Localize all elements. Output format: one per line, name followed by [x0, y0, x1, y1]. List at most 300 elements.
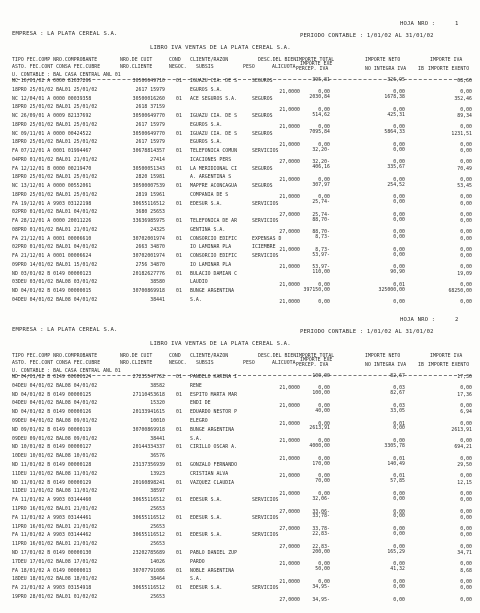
row-cliente: TELEFONICA COMUN [190, 149, 238, 154]
row-importe-neto: 325000,00 [378, 287, 405, 293]
row-no-integra-iva: 0,00 [393, 247, 405, 253]
row-importe-exento: 0,00 [460, 597, 472, 603]
row-cliente: IGUAZU CIA. DE S [190, 131, 238, 137]
row-cond: 01 [176, 533, 182, 539]
column-header: IMPORTE IVA [430, 58, 463, 63]
row-alicuota: 21,0000 [279, 403, 300, 409]
row-descripcion: SEGUROS [252, 114, 273, 119]
row-importe-total: 88,70- [312, 217, 330, 223]
row-importe-exento: 0,00 [460, 90, 472, 96]
row-comprobante: ND 04/01/02 B 0149 00000125 [12, 392, 92, 398]
row-importe-total: 514,62 [312, 112, 330, 118]
row-cond: 01 [176, 568, 182, 574]
row-importe-exe: 0,00 [318, 90, 330, 96]
row-comprobante: 03DEU 03/01/02 BAL08 03/01/02 [12, 280, 98, 286]
row-importe-iva: 0,00 [460, 201, 472, 207]
row-cuit: 27414 [150, 157, 165, 163]
row-cliente: EGUROS S.A. [190, 140, 223, 146]
row-cuit: 30655116512 [132, 533, 165, 539]
hoja-number: 1 [455, 21, 459, 27]
row-importe-exe: 0,00 [318, 195, 330, 201]
row-cond: 01 [176, 410, 182, 416]
row-importe-exe: 33,78- [312, 527, 330, 533]
column-subheader: PERCEP. IVA [296, 67, 329, 72]
row-alicuota: 21,0000 [279, 579, 300, 585]
row-importe-exe: 34,95- [312, 597, 330, 603]
row-cuit: 30500016260 [132, 96, 165, 102]
row-alicuota: 21,0000 [279, 177, 300, 183]
row-cliente: COMPANIA DE S [190, 192, 229, 198]
row-cliente: RENE [190, 383, 202, 389]
row-importe-exento: 0,00 [460, 177, 472, 183]
row-importe-exento: 0,00 [460, 527, 472, 533]
row-no-integra-iva: 0,00 [393, 300, 405, 306]
column-header: DESC.DEL BIEN [258, 58, 297, 63]
row-cond: 01 [176, 114, 182, 119]
row-importe-exento: 0,00 [460, 107, 472, 113]
row-cond: 01 [176, 201, 182, 207]
row-importe-exe: 0,00 [318, 282, 330, 288]
row-cond: 01 [176, 498, 182, 504]
row-importe-exento: 0,00 [460, 562, 472, 568]
row-cuit: 25653 [150, 542, 165, 548]
row-importe-exe: 22,83- [312, 544, 330, 550]
row-alicuota: 27,0000 [279, 212, 300, 218]
row-importe-exento: 0,00 [460, 509, 472, 515]
row-importe-total: 33,78- [312, 514, 330, 520]
row-importe-exento: 0,00 [460, 474, 472, 480]
column-subheader: PESO [243, 361, 255, 366]
row-comprobante: ND 11/01/02 B 0149 00000128 [12, 463, 92, 468]
row-alicuota: 27,0000 [279, 160, 300, 166]
row-cliente: EGUROS S.A. [190, 87, 223, 93]
row-comprobante: 11PRO 16/01/02 BAL01 21/01/02 [12, 507, 98, 512]
row-importe-exe: 33,06- [312, 509, 330, 515]
row-importe-total: 53,97- [312, 252, 330, 258]
row-comprobante: FA 21/01/02 A 9903 03154918 [12, 586, 92, 592]
row-no-integra-iva: 0,00 [393, 562, 405, 568]
row-cliente: TELEFONICA DE AR [190, 219, 238, 224]
hoja-label: HOJA NRO : [400, 21, 436, 27]
unidad-contable: U. CONTABLE : BAL CASA CENTRAL ANL 01 [12, 369, 121, 374]
column-header: COND [169, 58, 181, 63]
row-comprobante: ND 09/01/02 B 0149 00000119 [12, 427, 92, 433]
row-comprobante: 02PRO 01/01/02 BAL01 04/01/02 [12, 210, 98, 216]
row-importe-iva: 0,00 [460, 498, 472, 504]
row-comprobante: FA 11/01/02 A 9903 03144460 [12, 498, 92, 504]
row-cond: 01 [176, 375, 182, 380]
row-cuit: 30655116512 [132, 498, 165, 504]
row-importe-exento: 0,00 [460, 579, 472, 585]
row-comprobante: 17DEU 17/01/02 BAL08 17/01/02 [12, 559, 98, 565]
row-cond: 01 [176, 79, 182, 84]
row-importe-exe: 8,73- [315, 247, 330, 253]
row-importe-exe: 32,20- [312, 160, 330, 166]
row-cuit: 30707791086 [132, 568, 165, 574]
row-no-integra-iva: 0,00 [393, 579, 405, 585]
row-cuit: 2618 37159 [135, 105, 165, 111]
column-subheader: NRO.CLIENTE [120, 361, 153, 366]
row-descripcion: SERVICIOS [252, 515, 279, 521]
row-cuit: 25653 [150, 524, 165, 530]
row-descripcion: ICIEMBRE [252, 245, 276, 251]
column-header: IMPORTE NETO [365, 58, 401, 63]
row-no-integra-iva: 0,00 [393, 491, 405, 497]
row-importe-neto: 3305,78 [384, 443, 405, 449]
row-importe-exento: 0,00 [460, 142, 472, 148]
row-descripcion: SERVICIOS [252, 586, 279, 592]
row-importe-total: 170,00 [312, 461, 330, 467]
row-importe-iva: 8,68 [460, 568, 472, 574]
row-cuit: 14026 [150, 559, 165, 565]
row-cuit: 30700869918 [132, 427, 165, 433]
row-no-integra-iva: 0,03 [393, 403, 405, 409]
row-comprobante: FA 18/01/02 A 0149 00000013 [12, 568, 92, 574]
row-cliente: IGUAZU CIA. DE S [190, 114, 238, 119]
row-importe-iva: 0,00 [460, 254, 472, 259]
row-cuit: 38580 [150, 280, 165, 286]
row-cliente: EDESUR S.A. [190, 515, 223, 521]
row-importe-total: 7095,84 [309, 130, 330, 135]
row-alicuota: 21,0000 [279, 247, 300, 253]
row-cliente: EGUROS S.A. [190, 122, 223, 128]
row-importe-total: 2030,84 [309, 95, 330, 100]
row-descripcion: SERVICIOS [252, 533, 279, 539]
row-comprobante: ND 03/01/02 B 0149 00000123 [12, 271, 92, 277]
row-cuit: 2663 34870 [135, 245, 165, 251]
row-importe-exento: 0,00 [460, 265, 472, 271]
row-alicuota: 21,0000 [279, 195, 300, 201]
row-cliente: GENTINA S.A. [190, 227, 226, 233]
row-cliente: S.A. [190, 577, 202, 583]
row-alicuota: 21,0000 [279, 456, 300, 462]
column-header: NRO.DE CUIT [120, 354, 153, 359]
row-importe-neto: 335,67 [387, 165, 405, 170]
row-importe-total: 397150,00 [303, 287, 330, 293]
row-cliente: EDESUR S.A. [190, 201, 223, 207]
row-cuit: 20182627776 [132, 271, 165, 277]
row-importe-exe: 0,00 [318, 386, 330, 392]
row-cliente: A. ARGENTINA S [190, 175, 232, 181]
row-alicuota: 27,0000 [279, 509, 300, 515]
row-comprobante: 04DEU 04/01/02 BAL08 04/01/02 [12, 297, 98, 303]
empresa-label: EMPRESA : LA PLATA CEREAL S.A. [12, 31, 118, 37]
row-cliente: ICACIONES PERS [190, 157, 232, 163]
row-comprobante: 18PRO 25/01/02 BAL01 25/01/02 [12, 192, 98, 198]
row-importe-neto: 0,00 [393, 235, 405, 240]
row-importe-total: 34,95- [312, 584, 330, 590]
row-importe-total: 2613,91 [309, 426, 330, 432]
row-comprobante: NC 26/09/01 A 0009 82137692 [12, 114, 92, 119]
row-importe-exe: 0,00 [318, 403, 330, 409]
row-comprobante: FA 28/12/01 A 0000 20011226 [12, 219, 92, 224]
row-alicuota: 21,0000 [279, 125, 300, 131]
row-descripcion: SEGUROS [252, 184, 273, 189]
row-importe-iva: 2613,91 [451, 427, 472, 433]
row-importe-iva: 0,00 [460, 533, 472, 539]
row-alicuota: 21,0000 [279, 421, 300, 427]
row-comprobante: 18PRO 25/01/02 BAL01 25/01/02 [12, 122, 98, 128]
hoja-label: HOJA NRO : [400, 317, 436, 323]
row-comprobante: NC 12/04/01 A 0000 00039358 [12, 96, 92, 102]
column-subheader: ALICUOTA [272, 361, 296, 366]
row-no-integra-iva: 0,00 [393, 107, 405, 113]
row-alicuota: 21,0000 [279, 474, 300, 480]
row-importe-iva: 352,46 [454, 96, 472, 102]
row-importe-neto: 165,29 [387, 549, 405, 555]
row-alicuota: 21,0000 [279, 439, 300, 445]
row-importe-iva: 34,71 [457, 551, 472, 556]
row-cliente: PABLO DANIEL ZUP [190, 551, 238, 556]
row-cuit: 33636985975 [132, 219, 165, 224]
row-importe-total: 8,73- [315, 235, 330, 240]
row-no-integra-iva: 0,00 [393, 265, 405, 271]
row-importe-iva: 89,34 [457, 114, 472, 119]
row-cond: 01 [176, 586, 182, 592]
row-cuit: 23202785689 [132, 551, 165, 556]
row-no-integra-iva: 0,03 [393, 386, 405, 392]
row-descripcion: SEGUROS [252, 96, 273, 102]
column-header: NRO.DE CUIT [120, 58, 153, 63]
row-descripcion: SEGUROS [252, 166, 273, 172]
row-importe-neto: 57,85 [390, 479, 405, 485]
column-subheader: IB [418, 67, 424, 72]
row-importe-exe: 0,00 [318, 474, 330, 480]
row-comprobante: FA 21/12/01 A 0001 00006610 [12, 236, 92, 242]
row-importe-total: 32,20- [312, 147, 330, 153]
row-importe-neto: 425,31 [387, 112, 405, 118]
row-descripcion: SERVICIOS [252, 219, 279, 224]
row-no-integra-iva: 0,00 [393, 544, 405, 550]
row-comprobante: FA 11/01/02 A 9903 03144461 [12, 515, 92, 521]
row-alicuota: 27,0000 [279, 527, 300, 533]
row-comprobante: NC 09/11/01 A 0000 00424522 [12, 131, 92, 137]
row-comprobante: 18PRO 25/01/02 BAL01 25/01/02 [12, 175, 98, 181]
row-importe-total: 406,16 [312, 165, 330, 170]
row-importe-neto: 0,00 [393, 514, 405, 520]
column-header: COND [169, 354, 181, 359]
column-subheader: IMPORTE EXE [300, 358, 333, 363]
row-cliente: GONZALO FERNANDO [190, 463, 238, 468]
row-cliente: EDESUR S.A. [190, 498, 223, 504]
row-comprobante: NC 13/12/01 A 0000 00552061 [12, 184, 92, 189]
row-importe-neto: 33,05 [390, 408, 405, 414]
row-cuit: 24325 [150, 227, 165, 233]
row-cuit: 30500649710 [132, 79, 165, 84]
row-importe-exento: 0,00 [460, 386, 472, 392]
row-comprobante: NC 10/01/02 A 0000 81037266 [12, 79, 92, 84]
column-subheader: IMPORTE EXE [300, 62, 333, 67]
row-cuit: 30655116512 [132, 201, 165, 207]
row-comprobante: 09DEU 09/01/02 BAL08 09/01/02 [12, 436, 98, 442]
row-cliente: BUNGE ARGENTINA [190, 289, 235, 294]
row-no-integra-iva: 0,00 [393, 527, 405, 533]
row-importe-exe: 0,00 [318, 562, 330, 568]
row-cond: 01 [176, 427, 182, 433]
hoja-number: 2 [455, 317, 459, 323]
row-importe-neto: 1678,38 [384, 95, 405, 100]
row-alicuota: 21,0000 [279, 562, 300, 568]
row-cuit: 30655116512 [132, 586, 165, 592]
row-cond: 01 [176, 551, 182, 556]
row-importe-iva: 29,50 [457, 463, 472, 468]
row-cuit: 25653 [150, 507, 165, 512]
row-cuit: 30655116512 [132, 515, 165, 521]
report-title: LIBRO IVA VENTAS DE LA PLATA CEREAL S.A. [150, 45, 291, 51]
row-importe-exe: 53,97- [312, 265, 330, 271]
row-cliente: CONSORCIO EDIFIC [190, 254, 238, 259]
row-importe-exento: 0,00 [460, 195, 472, 201]
row-cliente: EDUARDO NESTOR P [190, 410, 238, 416]
row-comprobante: ND 04/01/02 B 0149 00000015 [12, 289, 92, 294]
row-importe-exento: 0,00 [460, 230, 472, 236]
row-no-integra-iva: 0,01 [393, 474, 405, 480]
row-comprobante: FA 21/12/01 A 0001 00006624 [12, 254, 92, 259]
row-comprobante: ND 11/01/02 B 0149 00000129 [12, 480, 92, 486]
empresa-label: EMPRESA : LA PLATA CEREAL S.A. [12, 327, 118, 333]
row-comprobante: 02PRO 01/01/02 BAL01 04/01/02 [12, 245, 98, 251]
row-descripcion: SERVICIOS [252, 498, 279, 504]
row-importe-iva: 694,21 [454, 445, 472, 451]
row-no-integra-iva: 0,01 [393, 456, 405, 462]
row-no-integra-iva: 0,00 [393, 90, 405, 96]
periodo-contable: PERIODO CONTABLE : 1/01/02 AL 31/01/02 [300, 329, 434, 335]
row-descripcion: SEGUROS [252, 131, 273, 137]
row-importe-iva: 0,00 [460, 219, 472, 224]
row-cuit: 30500649770 [132, 131, 165, 137]
row-cliente: ESPITO MARTA MAR [190, 392, 238, 398]
row-comprobante: 11DEU 11/01/02 BAL08 11/01/02 [12, 489, 98, 495]
row-cliente: ACE SEGUROS S.A. [190, 96, 238, 102]
row-importe-iva: 17,36 [457, 375, 472, 380]
row-cond: 01 [176, 131, 182, 137]
row-comprobante: ND 17/01/02 B 0149 00000130 [12, 551, 92, 556]
row-importe-exento: 0,00 [460, 403, 472, 409]
row-cuit: 27110453618 [132, 392, 165, 398]
row-importe-exento: 0,00 [460, 544, 472, 550]
row-cuit: 3680 25653 [135, 210, 165, 216]
row-importe-total: 4000,00 [309, 443, 330, 449]
column-header: CLIENTE/RAZON [190, 354, 229, 359]
column-subheader: NO INTEGRA IVA [365, 363, 407, 368]
row-comprobante: 18DEU 18/01/02 BAL08 18/01/02 [12, 577, 98, 583]
row-importe-total: 200,00 [312, 549, 330, 555]
periodo-contable: PERIODO CONTABLE : 1/01/02 AL 31/01/02 [300, 33, 434, 39]
row-comprobante: 11PRO 16/01/02 BAL01 21/01/02 [12, 542, 98, 548]
row-importe-exento: 0,00 [460, 160, 472, 166]
row-cliente: CIRILLO OSCAR A. [190, 445, 238, 451]
row-comprobante: 04DEU 04/01/02 BAL08 04/01/02 [12, 383, 98, 389]
row-cond: 01 [176, 445, 182, 451]
row-alicuota: 21,0000 [279, 265, 300, 271]
row-comprobante: ND 10/01/02 B 0149 00000127 [12, 445, 92, 451]
column-subheader: IMPORTE EXENTO [428, 363, 470, 368]
row-comprobante: 08PRO 01/01/02 BAL01 21/01/02 [12, 227, 98, 233]
row-cuit: 30678814357 [132, 149, 165, 154]
row-cuit: 27235547762 [132, 375, 165, 380]
row-cuit: 30500007539 [132, 184, 165, 189]
row-importe-neto: 5864,33 [384, 130, 405, 135]
row-importe-exento: 0,00 [460, 282, 472, 288]
row-cliente: NOBLE ARGENTINA [190, 568, 235, 574]
row-importe-exe: 25,74- [312, 212, 330, 218]
row-cliente: ENDI DE [190, 401, 211, 407]
row-importe-neto: 0,00 [393, 584, 405, 590]
row-importe-neto: 0,00 [393, 496, 405, 502]
row-comprobante: ND 04/01/02 B 0149 00000126 [12, 410, 92, 416]
row-importe-exe: 0,00 [318, 491, 330, 497]
row-cuit: 20133941615 [132, 410, 165, 416]
row-cuit: 2617 15979 [135, 140, 165, 146]
row-cliente: EDESUR S.A. [190, 533, 223, 539]
row-no-integra-iva: 0,00 [393, 195, 405, 201]
row-importe-neto: 41,32 [390, 567, 405, 573]
row-cliente: BUNGE ARGENTINA [190, 427, 235, 433]
row-importe-neto: 82,67 [390, 391, 405, 397]
row-cliente: PARDO [190, 559, 205, 565]
column-subheader: NRO.CLIENTE [120, 65, 153, 70]
column-header: IMPORTE IVA [430, 354, 463, 359]
row-importe-exe: 0,00 [318, 421, 330, 427]
row-cuit: 30700869918 [132, 289, 165, 294]
row-descripcion: SERVICIOS [252, 149, 279, 154]
row-cuit: 10010 [150, 419, 165, 424]
row-comprobante: 18PRO 25/01/02 BAL01 25/01/02 [12, 140, 98, 146]
row-cuit: 2617 15979 [135, 122, 165, 128]
column-subheader: PERCEP. IVA [296, 363, 329, 368]
row-cuit: 30500051343 [132, 166, 165, 172]
column-header: DESC.DEL BIEN [258, 354, 297, 359]
row-importe-total: 50,00 [315, 567, 330, 573]
row-importe-exe: 0,00 [318, 177, 330, 183]
row-cuit: 30702001974 [132, 254, 165, 259]
row-cuit: 36576 [150, 454, 165, 460]
row-alicuota: 21,0000 [279, 300, 300, 306]
row-importe-iva: 68,66 [457, 79, 472, 84]
row-importe-exento: 0,00 [460, 125, 472, 131]
row-importe-iva: 0,00 [460, 515, 472, 521]
row-importe-exento: 0,00 [460, 491, 472, 497]
row-cuit: 23137356939 [132, 463, 165, 468]
row-importe-exe: 88,70- [312, 230, 330, 236]
row-importe-neto: 0,00 [393, 426, 405, 432]
row-cuit: 15320 [150, 401, 165, 407]
unidad-contable: U. CONTABLE : BAL CASA CENTRAL ANL 01 [12, 73, 121, 78]
row-cuit: 38441 [150, 297, 165, 303]
row-cuit: 38582 [150, 383, 165, 389]
row-cond: 01 [176, 254, 182, 259]
row-cuit: 38464 [150, 577, 165, 583]
row-importe-total: 395,81 [312, 77, 330, 83]
row-alicuota: 21,0000 [279, 386, 300, 392]
row-comprobante: 11DEU 11/01/02 BAL08 11/01/02 [12, 471, 98, 477]
row-cond: 01 [176, 96, 182, 102]
row-cond: 01 [176, 515, 182, 521]
row-cliente: CONSORCIO EDIFIC [190, 236, 238, 242]
row-importe-iva: 68250,00 [448, 289, 472, 294]
row-importe-iva: 12,15 [457, 480, 472, 486]
row-importe-iva: 19,09 [457, 271, 472, 277]
row-cuit: 20144334337 [132, 445, 165, 451]
row-cond: 01 [176, 219, 182, 224]
row-no-integra-iva: 0,00 [393, 509, 405, 515]
row-cond: 01 [176, 271, 182, 277]
row-importe-exento: 0,00 [460, 247, 472, 253]
row-importe-exe: 0,00 [318, 439, 330, 445]
row-importe-neto: 0,00 [393, 200, 405, 205]
row-no-integra-iva: 0,00 [393, 142, 405, 148]
column-header: IMPORTE TOTAL [296, 354, 335, 359]
